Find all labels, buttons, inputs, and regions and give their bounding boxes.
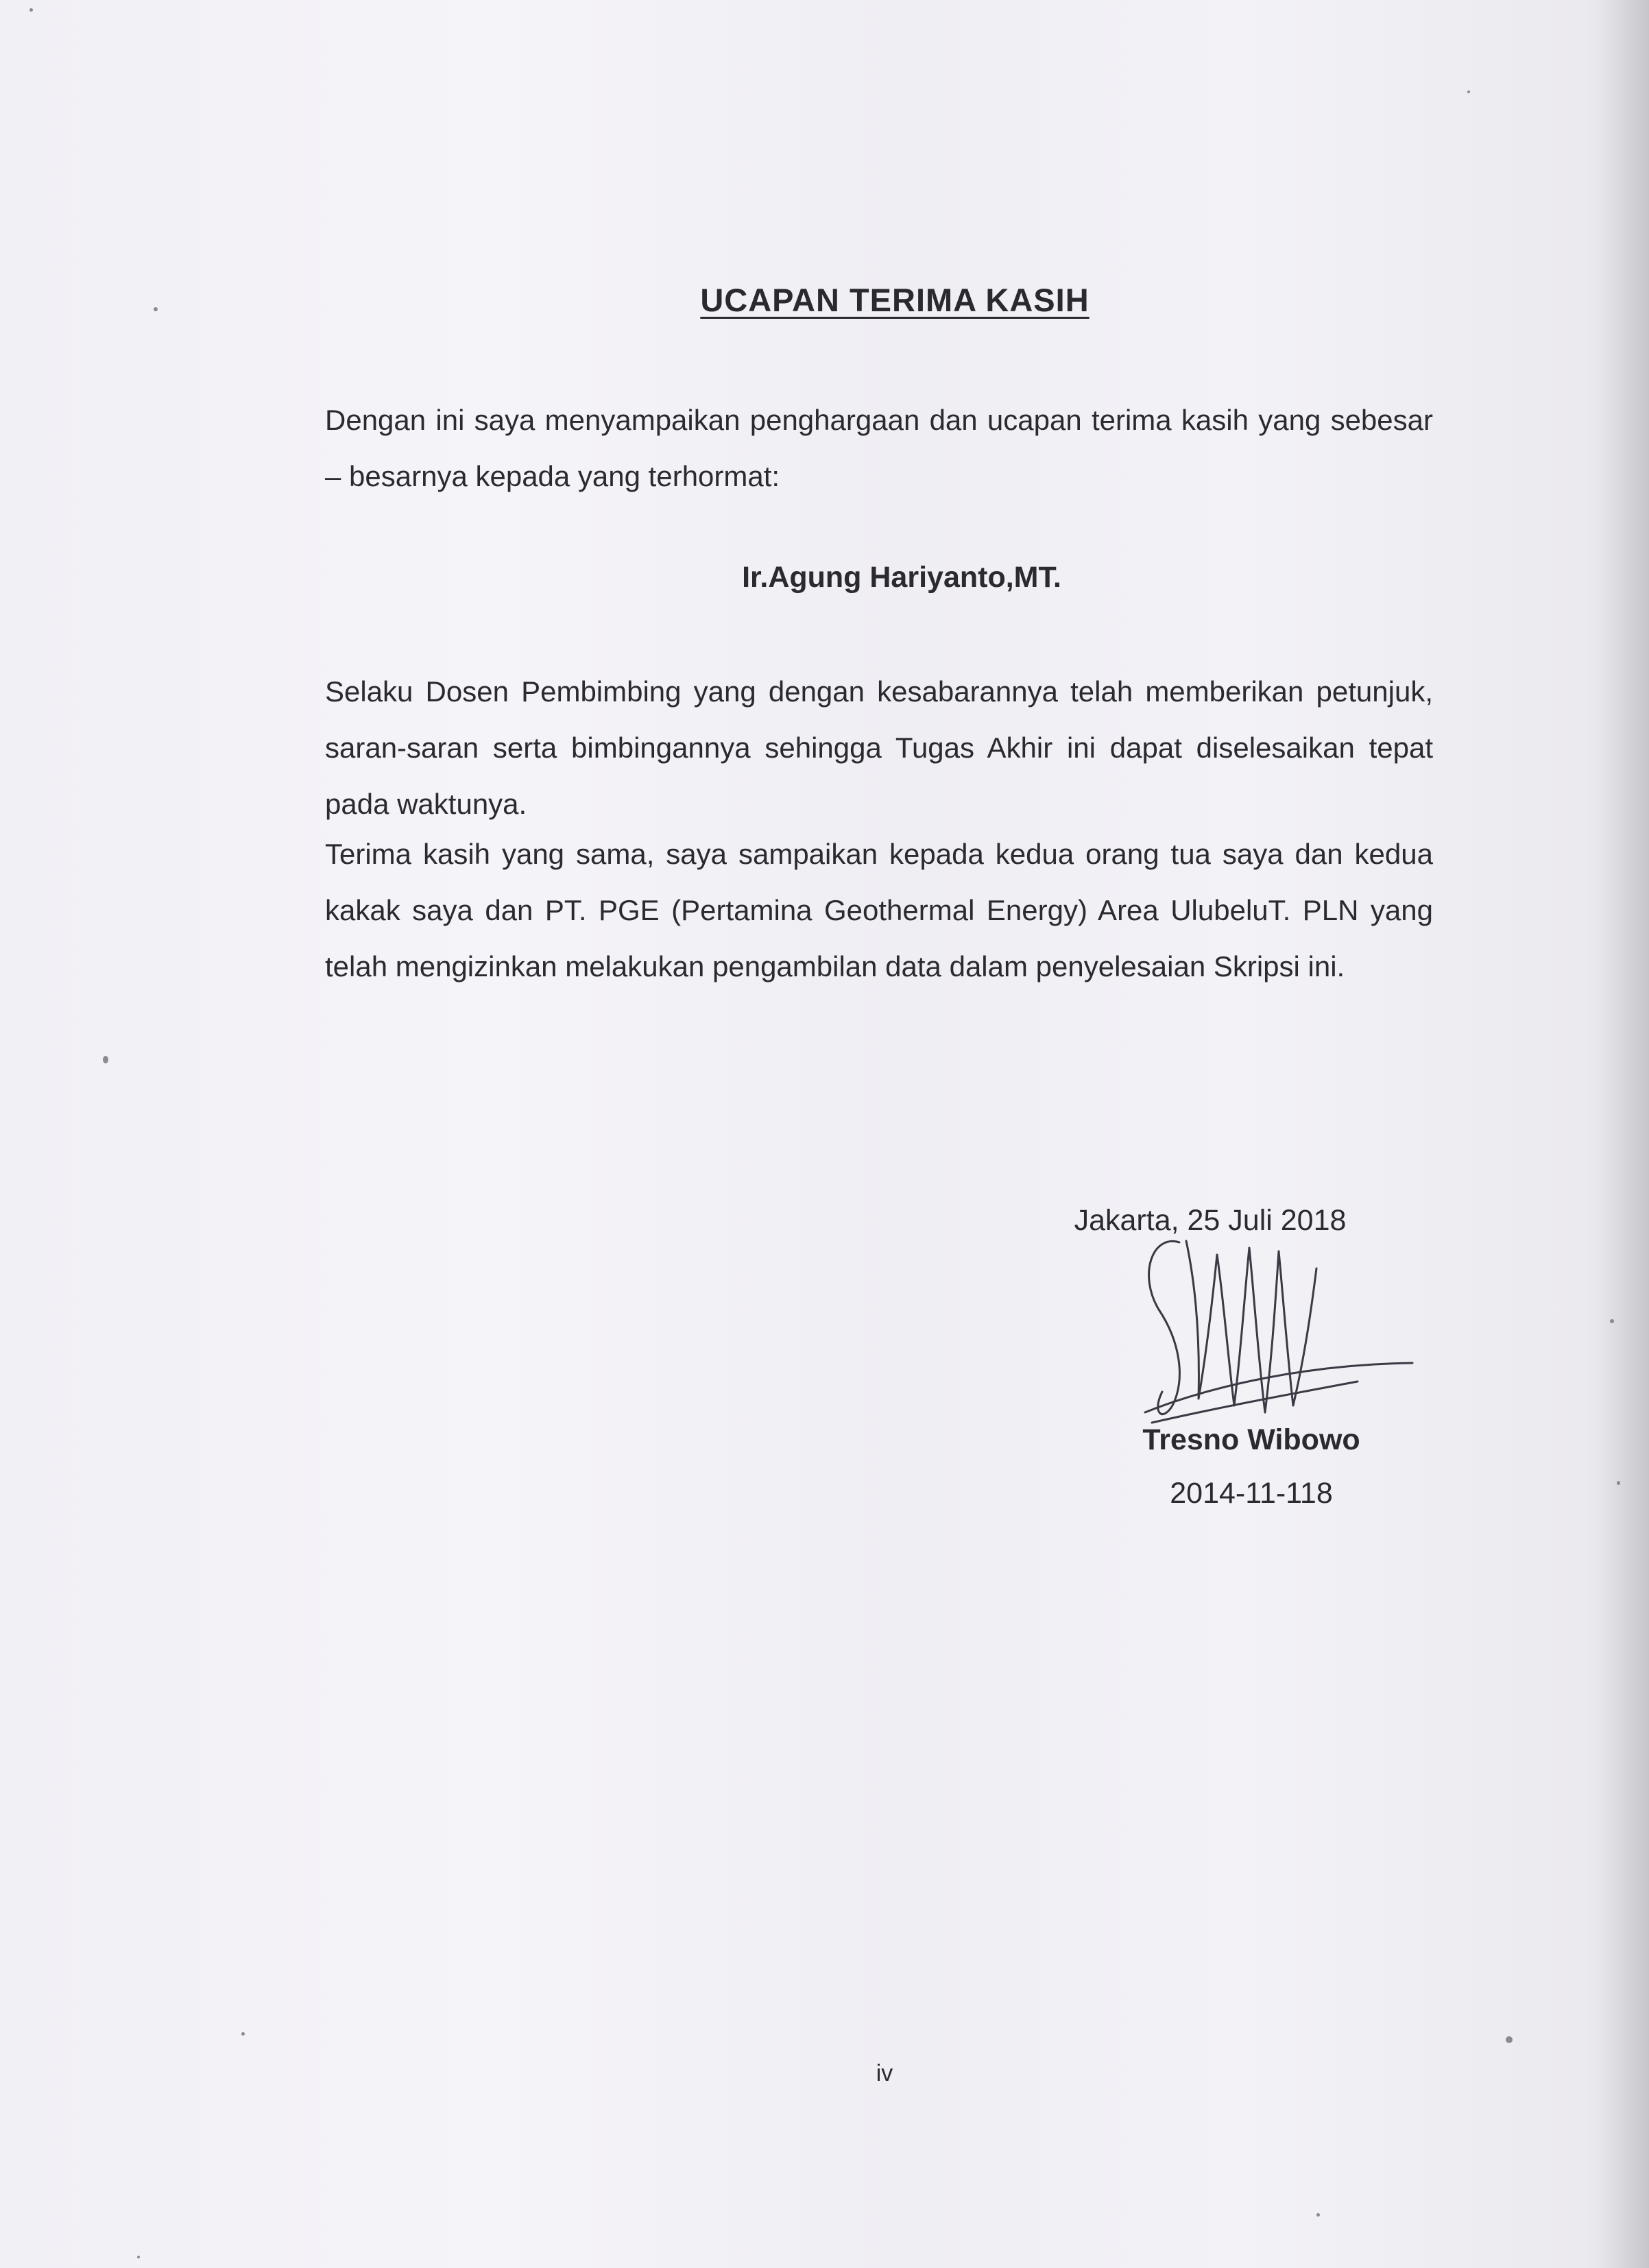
scan-speck — [1316, 2213, 1320, 2217]
scan-edge-shadow — [1599, 0, 1649, 2268]
scan-speck — [29, 8, 33, 12]
scan-speck — [1610, 1319, 1614, 1323]
scan-speck — [1467, 91, 1470, 93]
scan-speck — [103, 1056, 108, 1063]
handwritten-signature — [1131, 1227, 1419, 1447]
scan-speck — [241, 2032, 245, 2036]
document-title: UCAPAN TERIMA KASIH — [700, 282, 1090, 318]
place-date: Jakarta, 25 Juli 2018 — [1074, 1204, 1347, 1237]
body-paragraph-1: Selaku Dosen Pembimbing yang dengan kesabarannya telah memberikan petunjuk, saran-saran serta bimbingannya sehingga Tugas Akhir ini dapat diselesaikan tepat pada waktunya. — [325, 675, 1433, 820]
recipient-name: Ir.Agung Hariyanto,MT. — [742, 561, 1061, 594]
scan-speck — [1506, 2036, 1513, 2043]
page-number: iv — [876, 2060, 893, 2086]
scan-speck — [1617, 1481, 1620, 1485]
intro-paragraph: Dengan ini saya menyampaikan penghargaan dan ucapan terima kasih yang sebesar – besarnya kepada yang terhormat: — [325, 404, 1433, 492]
scan-speck — [137, 2256, 140, 2258]
signer-student-id: 2014-11-118 — [1170, 1477, 1333, 1510]
signer-name: Tresno Wibowo — [1142, 1423, 1360, 1456]
body-paragraph-2: Terima kasih yang sama, saya sampaikan kepada kedua orang tua saya dan kedua kakak saya dan PT. PGE (Pertamina Geothermal Energy) Area UlubeluT. PLN yang telah mengizinkan melakukan pengambilan data dalam penyelesaian Skripsi ini. — [325, 838, 1433, 982]
